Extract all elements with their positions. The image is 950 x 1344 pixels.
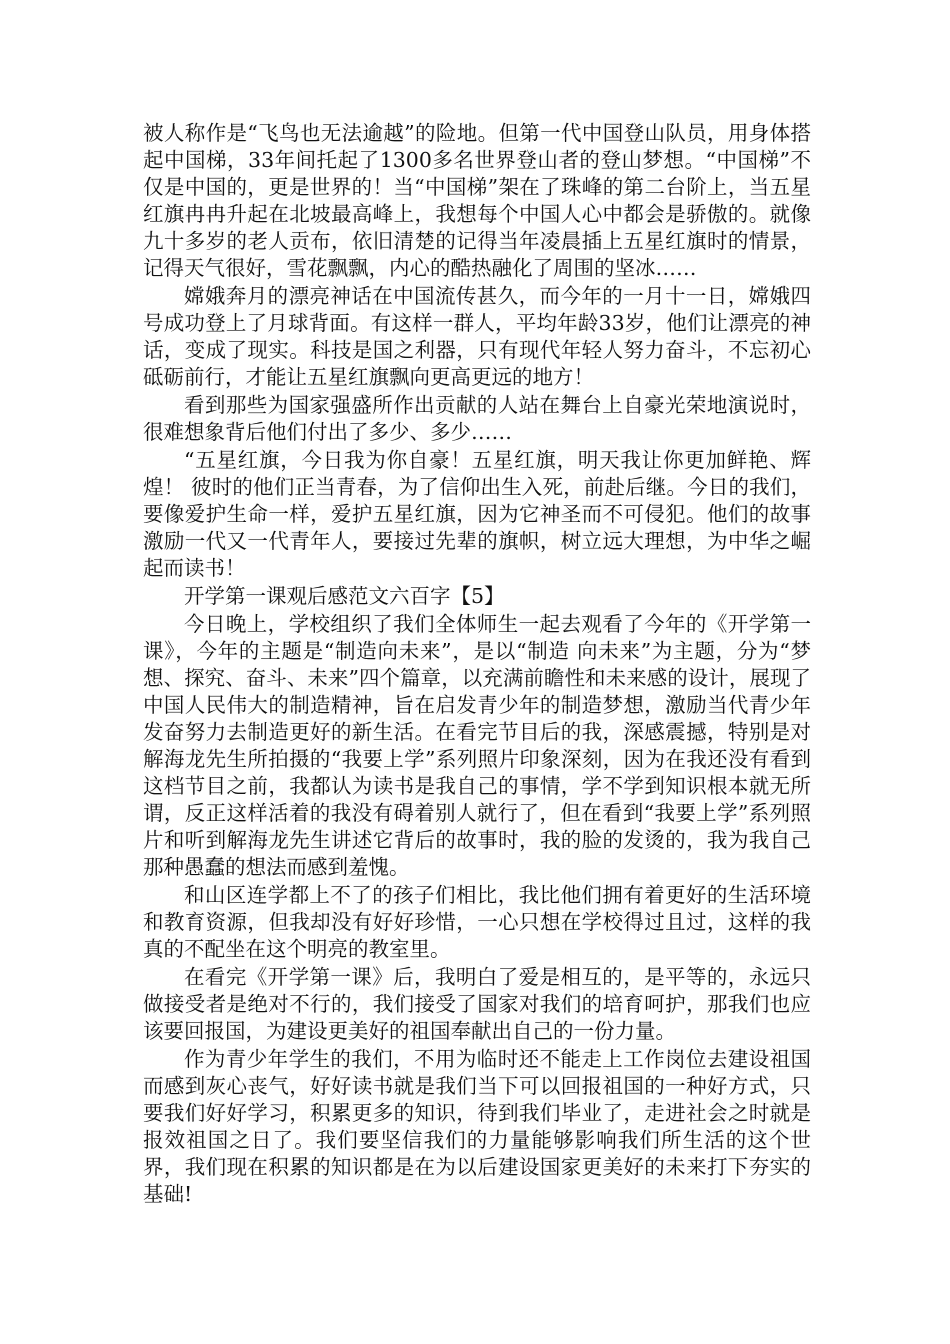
paragraph-chinese-ladder: 被人称作是“飞鸟也无法逾越”的险地。但第一代中国登山队员，用身体搭起中国梯，33年间托起了1300多名世界登山者的登山梦想。“中国梯”不仅是中国的，更是世界的！当“中国梯”架在了珠峰的第二台阶上，当五星红旗冉冉升起在北坡最高峰上，我想每个中国人心中都会是骄傲的。就像九十多岁的老人贡布，依旧清楚的记得当年凌晨插上五星红旗时的情景，记得天气很好，雪花飘飘，内心的酷热融化了周围的坚冰…… [143,121,811,280]
paragraph-five-star-flag: “五星红旗，今日我为你自豪！五星红旗，明天我让你更加鲜艳、辉煌！ 彼时的他们正当青春，为了信仰出生入死，前赴后继。今日的我们，要像爱护生命一样，爱护五星红旗，因为它神圣而不可侵犯。他们的故事激励一代又一代青年人，要接过先辈的旗帜，树立远大理想，为中华之崛起而读书！ [143,448,811,580]
document-body [143,120,811,1209]
section-heading: 开学第一课观后感范文六百字【5】 [184,584,505,608]
paragraph-change-4: 嫦娥奔月的漂亮神话在中国流传甚久，而今年的一月十一日，嫦娥四号成功登上了月球背面。有这样一群人，平均年龄33岁，他们让漂亮的神话，变成了现实。科技是国之利器，只有现代年轻人努力奋斗，不忘初心砥砺前行，才能让五星红旗飘向更高更远的地方！ [143,284,811,389]
paragraph-stage-speeches: 看到那些为国家强盛所作出贡献的人站在舞台上自豪光荣地演说时，很难想象背后他们付出了多少、多少…… [143,393,811,444]
paragraph-study-hard: 作为青少年学生的我们，不用为临时还不能走上工作岗位去建设祖国而感到灰心丧气，好好读书就是我们当下可以回报祖国的一种好方式，只要我们好好学习，积累更多的知识，待到我们毕业了，走进社会之时就是报效祖国之日了。我们要坚信我们的力量能够影响我们所生活的这个世界，我们现在积累的知识都是在为以后建设国家更美好的未来打下夯实的基础! [143,1047,811,1206]
paragraph-mountain-children: 和山区连学都上不了的孩子们相比，我比他们拥有着更好的生活环境和教育资源，但我却没有好好珍惜，一心只想在学校得过且过，这样的我真的不配坐在这个明亮的教室里。 [143,883,811,961]
paragraph-love-is-mutual: 在看完《开学第一课》后，我明白了爱是相互的，是平等的，永远只做接受者是绝对不行的，我们接受了国家对我们的培育呵护，那我们也应该要回报国，为建设更美好的祖国奉献出自己的一份力量。 [143,965,811,1043]
paragraph-first-lesson: 今日晚上，学校组织了我们全体师生一起去观看了今年的《开学第一课》，今年的主题是“制造向未来”，是以“制造 向未来”为主题，分为“梦想、探究、奋斗、未来”四个篇章，以充满前瞻性和未来感的设计，展现了中国人民伟大的制造精神，旨在启发青少年的制造梦想，激励当代青少年发奋努力去制造更好的新生活。在看完节目后的我，深感震撼，特别是对解海龙先生所拍摄的“我要上学”系列照片印象深刻，因为在我还没有看到这档节目之前，我都认为读书是我自己的事情，学不学到知识根本就无所谓，反正这样活着的我没有碍着别人就行了，但在看到“我要上学”系列照片和听到解海龙先生讲述它背后的故事时，我的脸的发烫的，我为我自己那种愚蠢的想法而感到羞愧。 [143,612,811,879]
